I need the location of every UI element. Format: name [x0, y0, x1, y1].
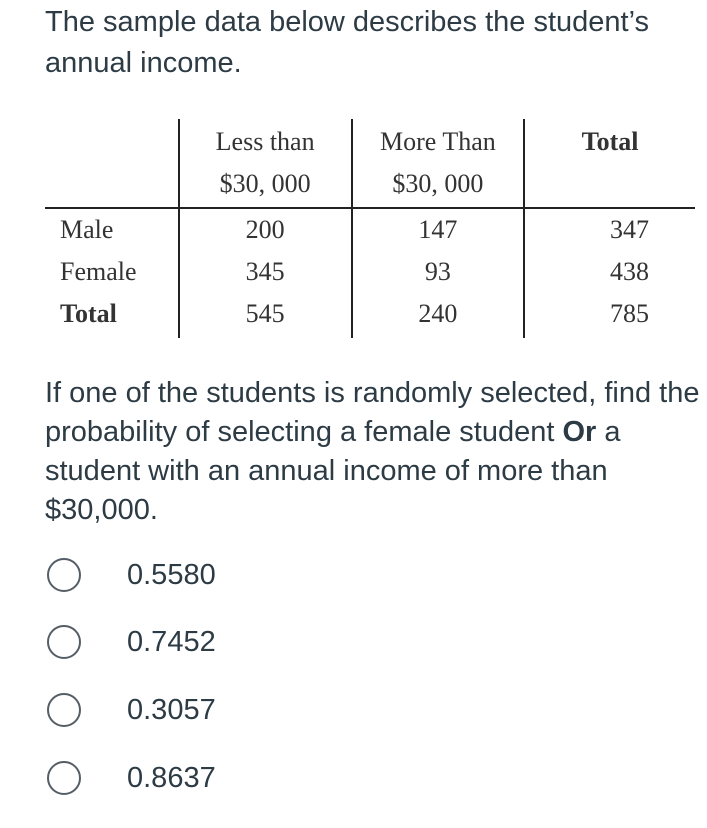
question-emphasis: Or [562, 416, 597, 448]
question-part-1: If one of the students is randomly selected, find the probability of selecting a female student [45, 377, 700, 448]
table-row [45, 208, 695, 251]
header-less-than-line-2: $30, 000 [219, 169, 311, 198]
answer-option[interactable] [45, 622, 345, 662]
header-less-than-line-1: Less than [215, 127, 315, 156]
cell-less: 545 [179, 293, 352, 338]
header-less-than [179, 119, 352, 208]
answer-label: 0.8637 [127, 762, 216, 794]
cell-total: 785 [524, 293, 695, 338]
radio-button[interactable] [47, 558, 81, 592]
cell-total: 438 [524, 251, 695, 293]
table-corner [45, 119, 179, 208]
cell-less: 200 [179, 208, 352, 251]
intro-line-2: annual income. [45, 47, 242, 79]
answer-label: 0.3057 [127, 694, 216, 726]
header-more-than [352, 119, 525, 208]
cell-more: 147 [352, 208, 525, 251]
answer-option[interactable] [45, 690, 345, 730]
cell-more: 240 [352, 293, 525, 338]
income-table [45, 119, 695, 338]
cell-more: 93 [352, 251, 525, 293]
header-more-than-line-1: More Than [379, 127, 496, 156]
answer-label: 0.5580 [127, 559, 216, 591]
radio-button[interactable] [47, 693, 81, 727]
question-text [45, 374, 700, 530]
row-label: Female [60, 257, 137, 286]
header-total: Total [524, 119, 695, 208]
answer-option[interactable] [45, 758, 345, 798]
intro-line-1: The sample data below describes the student’s [45, 6, 649, 38]
answer-option[interactable] [45, 555, 345, 595]
table-row [45, 293, 695, 338]
cell-total: 347 [524, 208, 695, 251]
table-header-row [45, 119, 695, 208]
answer-label: 0.7452 [127, 626, 216, 658]
table-row [45, 251, 695, 293]
radio-button[interactable] [47, 625, 81, 659]
cell-less: 345 [179, 251, 352, 293]
header-more-than-line-2: $30, 000 [392, 169, 484, 198]
row-label: Total [60, 299, 117, 328]
intro-text [45, 2, 700, 84]
radio-button[interactable] [47, 761, 81, 795]
row-label: Male [45, 208, 179, 251]
question-part-2: a student with an annual income of more than $30,000. [45, 416, 621, 526]
